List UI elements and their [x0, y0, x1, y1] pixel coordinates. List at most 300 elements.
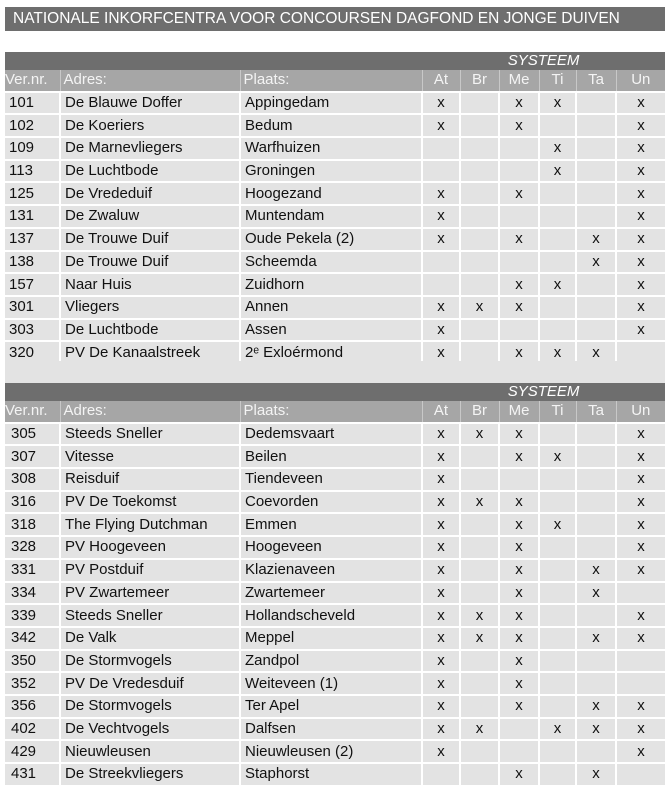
cell-adres: De Luchtbode — [60, 319, 240, 342]
col-ti: Ti — [539, 401, 576, 423]
cell-plaats: Groningen — [240, 160, 422, 183]
cell-ti — [539, 604, 576, 627]
cell-plaats: Appingedam — [240, 92, 422, 115]
cell-plaats: Hoogezand — [240, 182, 422, 205]
cell-plaats: Nieuwleusen (2) — [240, 740, 422, 763]
cell-plaats: Weiteveen (1) — [240, 672, 422, 695]
cell-br — [460, 445, 499, 468]
cell-at: x — [422, 228, 460, 251]
cell-br — [460, 273, 499, 296]
cell-ver-nr: 402 — [5, 718, 60, 741]
cell-br: x — [460, 718, 499, 741]
cell-un: x — [616, 740, 665, 763]
cell-ta — [576, 536, 616, 559]
cell-me: x — [499, 627, 539, 650]
cell-adres: PV De Kanaalstreek — [60, 341, 240, 364]
cell-at: x — [422, 559, 460, 582]
cell-ti — [539, 182, 576, 205]
cell-plaats: Dedemsvaart — [240, 423, 422, 446]
table-row — [5, 763, 665, 785]
table-row — [5, 228, 665, 251]
col-un: Un — [616, 70, 665, 92]
cell-ver-nr: 328 — [5, 536, 60, 559]
cell-br: x — [460, 491, 499, 514]
cell-adres: De Valk — [60, 627, 240, 650]
table-row — [5, 672, 665, 695]
cell-br — [460, 251, 499, 274]
cell-at: x — [422, 695, 460, 718]
cell-un — [616, 582, 665, 605]
systeem-label: SYSTEEM — [422, 52, 665, 70]
cell-ti — [539, 536, 576, 559]
cell-ti — [539, 763, 576, 785]
cell-ver-nr: 308 — [5, 468, 60, 491]
cell-ta — [576, 468, 616, 491]
cell-at: x — [422, 650, 460, 673]
cell-at — [422, 273, 460, 296]
cell-ti — [539, 468, 576, 491]
cell-me: x — [499, 650, 539, 673]
cell-at: x — [422, 182, 460, 205]
cell-br — [460, 228, 499, 251]
cell-at — [422, 251, 460, 274]
cell-ti: x — [539, 341, 576, 364]
cell-ta: x — [576, 251, 616, 274]
col-un: Un — [616, 401, 665, 423]
cell-un: x — [616, 718, 665, 741]
cell-ver-nr: 352 — [5, 672, 60, 695]
cell-ver-nr: 320 — [5, 341, 60, 364]
header-row — [5, 401, 665, 423]
cell-un: x — [616, 468, 665, 491]
cell-adres: PV De Toekomst — [60, 491, 240, 514]
cell-un — [616, 672, 665, 695]
cell-br — [460, 650, 499, 673]
cell-ti — [539, 319, 576, 342]
cell-un: x — [616, 182, 665, 205]
cell-br: x — [460, 296, 499, 319]
table-row — [5, 273, 665, 296]
cell-ver-nr: 431 — [5, 763, 60, 785]
cell-un: x — [616, 92, 665, 115]
cell-adres: De Stormvogels — [60, 650, 240, 673]
cell-ver-nr: 350 — [5, 650, 60, 673]
col-me: Me — [499, 401, 539, 423]
table-row — [5, 114, 665, 137]
cell-me — [499, 205, 539, 228]
table-row — [5, 627, 665, 650]
table-row — [5, 423, 665, 446]
cell-ti — [539, 672, 576, 695]
cell-ti — [539, 740, 576, 763]
cell-br — [460, 582, 499, 605]
systeem-band — [5, 52, 665, 70]
cell-ta — [576, 650, 616, 673]
cell-br — [460, 205, 499, 228]
cell-br: x — [460, 423, 499, 446]
page-title: NATIONALE INKORFCENTRA VOOR CONCOURSEN DAGFOND EN JONGE DUIVEN — [5, 7, 665, 31]
cell-adres: De Luchtbode — [60, 160, 240, 183]
cell-me — [499, 137, 539, 160]
cell-ver-nr: 305 — [5, 423, 60, 446]
col-ti: Ti — [539, 70, 576, 92]
cell-un: x — [616, 296, 665, 319]
cell-plaats: Klazienaveen — [240, 559, 422, 582]
cell-adres: De Blauwe Doffer — [60, 92, 240, 115]
cell-plaats: Oude Pekela (2) — [240, 228, 422, 251]
col-adres: Adres: — [60, 70, 240, 92]
col-plaats: Plaats: — [240, 70, 422, 92]
cell-un: x — [616, 513, 665, 536]
table-row — [5, 296, 665, 319]
cell-at: x — [422, 445, 460, 468]
cell-plaats: Scheemda — [240, 251, 422, 274]
cell-un: x — [616, 423, 665, 446]
cell-me — [499, 251, 539, 274]
cell-ver-nr: 318 — [5, 513, 60, 536]
cell-ti — [539, 205, 576, 228]
col-adres: Adres: — [60, 401, 240, 423]
cell-ta — [576, 296, 616, 319]
cell-at: x — [422, 92, 460, 115]
systeem-label: SYSTEEM — [422, 383, 665, 401]
cell-ti: x — [539, 513, 576, 536]
cell-br — [460, 114, 499, 137]
cell-me — [499, 319, 539, 342]
cell-ver-nr: 342 — [5, 627, 60, 650]
cell-at: x — [422, 341, 460, 364]
cell-un — [616, 650, 665, 673]
cell-me: x — [499, 341, 539, 364]
cell-plaats: Ter Apel — [240, 695, 422, 718]
table-row — [5, 695, 665, 718]
cell-me: x — [499, 228, 539, 251]
col-me: Me — [499, 70, 539, 92]
cell-adres: The Flying Dutchman — [60, 513, 240, 536]
cell-adres: Reisduif — [60, 468, 240, 491]
cell-ver-nr: 307 — [5, 445, 60, 468]
cell-ta — [576, 137, 616, 160]
cell-at — [422, 160, 460, 183]
cell-me: x — [499, 559, 539, 582]
cell-adres: De Trouwe Duif — [60, 251, 240, 274]
cell-plaats: Warfhuizen — [240, 137, 422, 160]
cell-adres: Vitesse — [60, 445, 240, 468]
cell-ta — [576, 740, 616, 763]
cell-ta: x — [576, 228, 616, 251]
cell-adres: De Vrededuif — [60, 182, 240, 205]
cell-ta: x — [576, 582, 616, 605]
systeem-band — [5, 383, 665, 401]
cell-adres: PV Zwartemeer — [60, 582, 240, 605]
cell-ta — [576, 423, 616, 446]
cell-ver-nr: 429 — [5, 740, 60, 763]
table-row — [5, 513, 665, 536]
cell-ver-nr: 334 — [5, 582, 60, 605]
cell-plaats: Coevorden — [240, 491, 422, 514]
cell-ta: x — [576, 627, 616, 650]
systeem-table-2 — [5, 383, 665, 785]
cell-adres: De Trouwe Duif — [60, 228, 240, 251]
cell-un: x — [616, 137, 665, 160]
col-ta: Ta — [576, 401, 616, 423]
cell-br — [460, 513, 499, 536]
cell-ver-nr: 303 — [5, 319, 60, 342]
col-ta: Ta — [576, 70, 616, 92]
cell-br — [460, 695, 499, 718]
cell-br — [460, 92, 499, 115]
cell-adres: Steeds Sneller — [60, 423, 240, 446]
cell-me: x — [499, 582, 539, 605]
cell-me — [499, 740, 539, 763]
cell-ta — [576, 92, 616, 115]
table-row — [5, 445, 665, 468]
cell-ta: x — [576, 559, 616, 582]
cell-ti — [539, 251, 576, 274]
cell-ti — [539, 627, 576, 650]
cell-un: x — [616, 604, 665, 627]
cell-ta: x — [576, 763, 616, 785]
col-br: Br — [460, 70, 499, 92]
cell-me: x — [499, 536, 539, 559]
cell-me: x — [499, 513, 539, 536]
cell-at: x — [422, 296, 460, 319]
table-row — [5, 92, 665, 115]
cell-br — [460, 137, 499, 160]
cell-ti: x — [539, 160, 576, 183]
cell-me — [499, 718, 539, 741]
cell-adres: Nieuwleusen — [60, 740, 240, 763]
cell-br: x — [460, 627, 499, 650]
table-row — [5, 559, 665, 582]
cell-at: x — [422, 718, 460, 741]
cell-un: x — [616, 536, 665, 559]
col-at: At — [422, 401, 460, 423]
systeem-table-1 — [5, 52, 665, 386]
cell-un: x — [616, 251, 665, 274]
cell-adres: De Zwaluw — [60, 205, 240, 228]
cell-ver-nr: 138 — [5, 251, 60, 274]
cell-ta — [576, 445, 616, 468]
cell-ver-nr: 113 — [5, 160, 60, 183]
table-row — [5, 604, 665, 627]
cell-plaats: Dalfsen — [240, 718, 422, 741]
cell-ta — [576, 205, 616, 228]
cell-br — [460, 468, 499, 491]
cell-ver-nr: 356 — [5, 695, 60, 718]
cell-me: x — [499, 672, 539, 695]
cell-plaats: Emmen — [240, 513, 422, 536]
cell-ta: x — [576, 718, 616, 741]
cell-me: x — [499, 604, 539, 627]
cell-ta — [576, 319, 616, 342]
cell-ti — [539, 650, 576, 673]
table-row — [5, 650, 665, 673]
cell-ti — [539, 296, 576, 319]
cell-me: x — [499, 273, 539, 296]
col-plaats: Plaats: — [240, 401, 422, 423]
cell-ver-nr: 131 — [5, 205, 60, 228]
cell-ver-nr: 301 — [5, 296, 60, 319]
table-row — [5, 582, 665, 605]
cell-ver-nr: 109 — [5, 137, 60, 160]
cell-br — [460, 763, 499, 785]
cell-at: x — [422, 740, 460, 763]
table-row — [5, 491, 665, 514]
cell-ver-nr: 339 — [5, 604, 60, 627]
cell-un: x — [616, 695, 665, 718]
cell-ti: x — [539, 445, 576, 468]
cell-adres: Vliegers — [60, 296, 240, 319]
table-row — [5, 468, 665, 491]
cell-adres: PV Hoogeveen — [60, 536, 240, 559]
table-row — [5, 182, 665, 205]
cell-br — [460, 536, 499, 559]
cell-br — [460, 740, 499, 763]
cell-me: x — [499, 182, 539, 205]
cell-me: x — [499, 92, 539, 115]
cell-ta: x — [576, 695, 616, 718]
cell-me: x — [499, 296, 539, 319]
cell-ver-nr: 316 — [5, 491, 60, 514]
cell-br — [460, 160, 499, 183]
cell-me — [499, 468, 539, 491]
cell-at: x — [422, 491, 460, 514]
cell-plaats: Staphorst — [240, 763, 422, 785]
cell-at: x — [422, 319, 460, 342]
cell-plaats: Meppel — [240, 627, 422, 650]
cell-br — [460, 182, 499, 205]
cell-ver-nr: 137 — [5, 228, 60, 251]
cell-un: x — [616, 205, 665, 228]
cell-ta — [576, 513, 616, 536]
cell-plaats: Assen — [240, 319, 422, 342]
cell-ti — [539, 695, 576, 718]
cell-adres: De Stormvogels — [60, 695, 240, 718]
cell-me: x — [499, 695, 539, 718]
cell-un: x — [616, 491, 665, 514]
cell-ti: x — [539, 718, 576, 741]
cell-ti — [539, 114, 576, 137]
col-at: At — [422, 70, 460, 92]
cell-plaats: Bedum — [240, 114, 422, 137]
cell-plaats: Annen — [240, 296, 422, 319]
table-row — [5, 740, 665, 763]
cell-at: x — [422, 536, 460, 559]
cell-ver-nr: 101 — [5, 92, 60, 115]
cell-un: x — [616, 627, 665, 650]
cell-adres: De Vechtvogels — [60, 718, 240, 741]
cell-at: x — [422, 582, 460, 605]
cell-ta — [576, 114, 616, 137]
cell-un: x — [616, 445, 665, 468]
cell-ta — [576, 672, 616, 695]
cell-br — [460, 559, 499, 582]
col-ver: Ver.nr. — [5, 70, 60, 92]
cell-ta — [576, 273, 616, 296]
cell-at: x — [422, 423, 460, 446]
table-row — [5, 319, 665, 342]
cell-adres: Naar Huis — [60, 273, 240, 296]
cell-adres: PV De Vredesduif — [60, 672, 240, 695]
cell-ti: x — [539, 273, 576, 296]
cell-ti — [539, 423, 576, 446]
cell-adres: De Streekvliegers — [60, 763, 240, 785]
cell-me: x — [499, 491, 539, 514]
cell-ta — [576, 604, 616, 627]
cell-ti: x — [539, 92, 576, 115]
cell-ti: x — [539, 137, 576, 160]
cell-un — [616, 763, 665, 785]
cell-br: x — [460, 604, 499, 627]
cell-ver-nr: 331 — [5, 559, 60, 582]
cell-me: x — [499, 763, 539, 785]
cell-adres: Steeds Sneller — [60, 604, 240, 627]
cell-un: x — [616, 228, 665, 251]
cell-br — [460, 319, 499, 342]
cell-un: x — [616, 319, 665, 342]
cell-un: x — [616, 273, 665, 296]
cell-at: x — [422, 672, 460, 695]
table-row — [5, 536, 665, 559]
cell-br — [460, 672, 499, 695]
col-br: Br — [460, 401, 499, 423]
cell-at: x — [422, 205, 460, 228]
cell-me: x — [499, 445, 539, 468]
cell-ti — [539, 491, 576, 514]
cell-adres: De Koeriers — [60, 114, 240, 137]
cell-ver-nr: 157 — [5, 273, 60, 296]
cell-ti — [539, 582, 576, 605]
cell-ta — [576, 182, 616, 205]
table-row — [5, 251, 665, 274]
cell-un: x — [616, 559, 665, 582]
cell-me: x — [499, 114, 539, 137]
cell-plaats: Zuidhorn — [240, 273, 422, 296]
cell-at: x — [422, 468, 460, 491]
table-row — [5, 160, 665, 183]
cell-un: x — [616, 114, 665, 137]
cell-adres: PV Postduif — [60, 559, 240, 582]
cell-at: x — [422, 114, 460, 137]
cell-plaats: Hollandscheveld — [240, 604, 422, 627]
header-row — [5, 70, 665, 92]
cell-ta — [576, 491, 616, 514]
cell-plaats: Zandpol — [240, 650, 422, 673]
cell-plaats: Muntendam — [240, 205, 422, 228]
cell-at — [422, 137, 460, 160]
table-row — [5, 137, 665, 160]
cell-plaats: Zwartemeer — [240, 582, 422, 605]
cell-at: x — [422, 627, 460, 650]
cell-ver-nr: 102 — [5, 114, 60, 137]
cell-un: x — [616, 160, 665, 183]
cell-me: x — [499, 423, 539, 446]
cell-plaats: Tiendeveen — [240, 468, 422, 491]
section-divider — [5, 361, 665, 383]
cell-at: x — [422, 513, 460, 536]
cell-ti — [539, 559, 576, 582]
cell-ti — [539, 228, 576, 251]
cell-at: x — [422, 604, 460, 627]
cell-at — [422, 763, 460, 785]
cell-ver-nr: 125 — [5, 182, 60, 205]
cell-ta: x — [576, 341, 616, 364]
cell-plaats: Beilen — [240, 445, 422, 468]
col-ver: Ver.nr. — [5, 401, 60, 423]
cell-ta — [576, 160, 616, 183]
cell-plaats: Hoogeveen — [240, 536, 422, 559]
